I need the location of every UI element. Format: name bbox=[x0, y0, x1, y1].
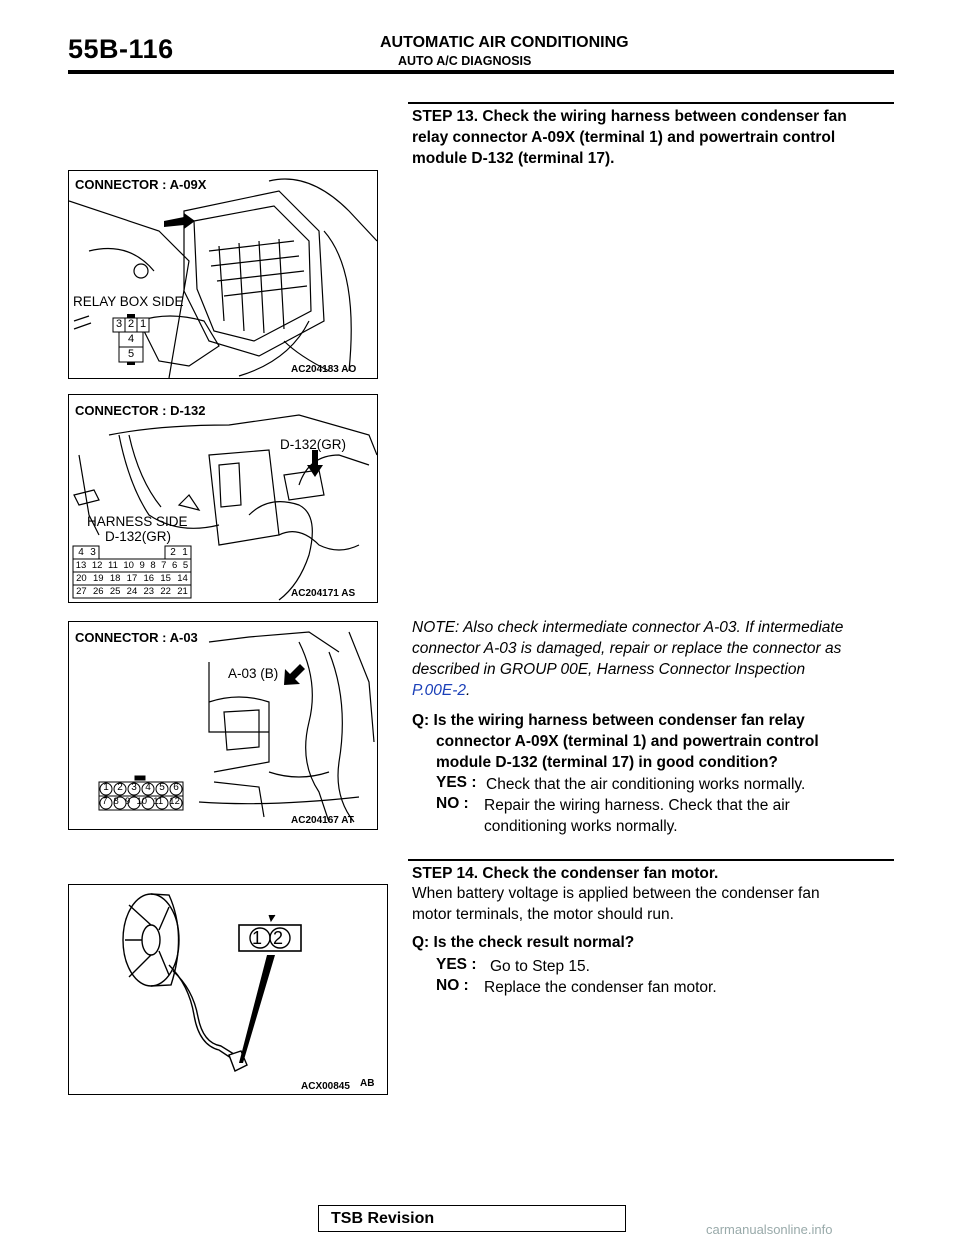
step13-note: NOTE: Also check intermediate connector A-03. If intermediate connector A-03 is damaged, repair or replace the connector as described in GROUP 00E, Harness Connector Inspection bbox=[412, 619, 844, 678]
section-subtitle: AUTO A/C DIAGNOSIS bbox=[398, 54, 532, 68]
pin-3: 3 bbox=[116, 318, 123, 330]
note-link-line: P.00E-2. bbox=[412, 682, 471, 699]
callout-a03: A-03 (B) bbox=[228, 666, 279, 681]
pin-row-4: 27 26 25 24 23 22 21 bbox=[76, 586, 188, 597]
step14-rule bbox=[408, 859, 894, 861]
step13-question: Q: Is the wiring harness between condenser fan relay connector A-09X (terminal 1) and powertrain control module D-132 (terminal 17) in good condition? bbox=[412, 712, 819, 771]
step14-body: When battery voltage is applied between the condenser fan motor terminals, the motor should run. bbox=[412, 885, 820, 923]
reference-link[interactable]: P.00E-2 bbox=[412, 682, 467, 699]
pin-1: 1 bbox=[252, 928, 263, 948]
pin-row-3: 20 19 18 17 16 15 14 bbox=[76, 573, 188, 584]
fan-motor-illustration bbox=[69, 885, 387, 1094]
section-title: AUTOMATIC AIR CONDITIONING bbox=[380, 34, 629, 51]
page-number: 55B-116 bbox=[68, 34, 174, 64]
engine-bay-illustration bbox=[69, 171, 377, 378]
pin-row-2: 7 8 9 10 11 12 bbox=[102, 796, 180, 807]
figure-fan-motor bbox=[68, 884, 388, 1095]
header-rule bbox=[68, 70, 894, 74]
step14-question: Q: Is the check result normal? bbox=[412, 934, 635, 951]
step13-heading: STEP 13. Check the wiring harness between condenser fan relay connector A-09X (terminal 1) and powertrain control module D-132 (terminal 17). bbox=[412, 108, 847, 167]
pin-2: 2 bbox=[128, 318, 135, 330]
yes-answer: Check that the air conditioning works normally. bbox=[486, 776, 806, 793]
connector-caption: CONNECTOR : D-132 bbox=[75, 403, 206, 418]
figure-id: AC204171 AS bbox=[291, 588, 356, 599]
harness-side-label: HARNESS SIDE bbox=[87, 514, 188, 529]
yes-answer: Go to Step 15. bbox=[490, 958, 590, 975]
yes-label: YES : bbox=[436, 774, 477, 791]
tsb-revision-box: TSB Revision bbox=[318, 1205, 626, 1232]
figure-id-suffix: AB bbox=[360, 1078, 375, 1089]
relay-box-side-label: RELAY BOX SIDE bbox=[73, 294, 184, 309]
pin-2: 2 bbox=[273, 928, 284, 948]
pin-row-1-left: 4 3 bbox=[78, 547, 96, 558]
pin-1: 1 bbox=[140, 318, 147, 330]
figure-connector-a09x bbox=[68, 170, 378, 379]
pin-5: 5 bbox=[128, 348, 135, 360]
pin-row-1-right: 2 1 bbox=[170, 547, 188, 558]
no-answer: Replace the condenser fan motor. bbox=[484, 979, 717, 996]
figure-id: AC204167 AT bbox=[291, 815, 354, 826]
watermark: carmanualsonline.info bbox=[706, 1222, 833, 1237]
pin-row-1: 1 2 3 4 5 6 bbox=[103, 782, 179, 793]
connector-caption: CONNECTOR : A-09X bbox=[75, 177, 207, 192]
figure-id: AC204183 AO bbox=[291, 364, 357, 375]
connector-caption: CONNECTOR : A-03 bbox=[75, 630, 198, 645]
callout-d132: D-132(GR) bbox=[280, 437, 347, 452]
no-label: NO : bbox=[436, 795, 469, 812]
step14-heading: STEP 14. Check the condenser fan motor. bbox=[412, 865, 719, 882]
no-label: NO : bbox=[436, 977, 469, 994]
step13-rule bbox=[408, 102, 894, 104]
figure-connector-d132 bbox=[68, 394, 378, 603]
no-answer: Repair the wiring harness. Check that the air conditioning works normally. bbox=[484, 797, 790, 835]
figure-id: ACX00845 bbox=[301, 1081, 350, 1092]
pin-row-2: 13 12 11 10 9 8 7 6 5 bbox=[75, 560, 189, 571]
harness-side-sub: D-132(GR) bbox=[105, 529, 172, 544]
figure-connector-a03 bbox=[68, 621, 378, 830]
pin-4: 4 bbox=[128, 333, 135, 345]
yes-label: YES : bbox=[436, 956, 477, 973]
